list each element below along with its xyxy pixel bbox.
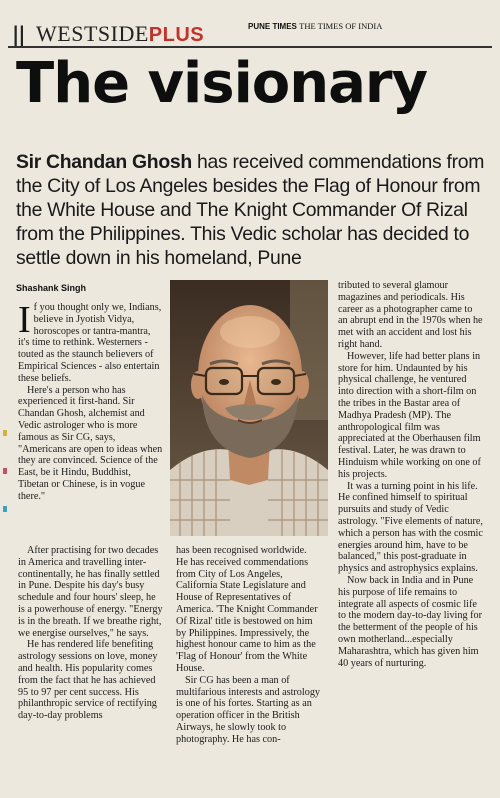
paragraph-3: After practising for two decades in America and travelling inter-continentally, he has finally settled in Pune. Despite his day's busy schedule and four hours' sleep, he is a powerhouse of energy. "Energy is in the breath. If we breathe right, we energise ourselves," he says. bbox=[18, 545, 163, 639]
article-column-3 bbox=[338, 280, 484, 669]
masthead bbox=[10, 20, 490, 44]
byline: Shashank Singh bbox=[16, 283, 87, 293]
masthead-bars-icon: || bbox=[12, 22, 25, 46]
portrait-photo bbox=[170, 280, 328, 536]
section-name bbox=[36, 21, 204, 47]
paragraph-5: has been recognised worldwide. He has received commendations from City of Los Angeles, California State Legislature and House of Representatives of America. 'The Knight Commander Of Rizal' title is bestowed on him by Philippines. Impressively, the highest honour came to him as the 'Flag of Honour' from the White House. bbox=[176, 545, 318, 674]
portrait-illustration bbox=[170, 280, 328, 536]
paragraph-2: Here's a person who has experienced it first-hand. Sir Chandan Ghosh, alchemist and Vedic astrologer who is more famous as Sir CG, says, "Americans are open to ideas when they are convinced. Science of the East, be it Hindu, Buddhist, Tibetan or Chinese, is in vogue there." bbox=[18, 384, 163, 502]
paragraph-1 bbox=[18, 299, 164, 385]
paragraph-6: Sir CG has been a man of multifarious interests and astrology is one of his fortes. Starting as an operation officer in the British Airways, he slowly took to photography. He has con- bbox=[176, 674, 321, 745]
margin-mark bbox=[3, 468, 7, 474]
edition-name: PUNE TIMES bbox=[248, 22, 297, 31]
paragraph-1-text: f you thought only we, Indians, believe in Jyotish Vidya, horoscopes or tantra-mantra, it's time to rethink. Westerners - touted as the staunch believers of Empirical Sciences - also entertain these beliefs. bbox=[18, 302, 162, 384]
paper-name: THE TIMES OF INDIA bbox=[299, 21, 383, 31]
deck bbox=[16, 150, 486, 270]
section-plus: PLUS bbox=[148, 24, 205, 46]
edition-label bbox=[248, 21, 382, 31]
article-column-2 bbox=[176, 545, 320, 746]
paragraph-10: Now back in India and in Pune his purpose of life remains to integrate all aspects of cosmic life to the modern day-to-day living for the betterment of the people of his own motherland...especially Maharashtra, which has given him 40 years of nurturing. bbox=[338, 574, 483, 669]
paragraph-8: However, life had better plans in store for him. Undaunted by his physical challenge, he ventured into direction with a short-film on the tribes in the Bastar area of Madhya Pradesh (MP). The anthropological film was appreciated at the Oberhausen film festival. Later, he was drawn to Hinduism while working on one of his projects. bbox=[338, 350, 481, 480]
article-column-1-continued bbox=[18, 545, 164, 722]
paragraph-7: tributed to several glamour magazines and periodicals. His career as a photographer came to an abrupt end in the 1970s when he met with an accident and lost his right hand. bbox=[338, 280, 483, 350]
section-title: WESTSIDE bbox=[36, 21, 149, 46]
margin-mark bbox=[3, 506, 7, 512]
article-column-1 bbox=[18, 299, 164, 503]
deck-name: Sir Chandan Ghosh bbox=[16, 151, 192, 173]
headline: The visionary bbox=[16, 51, 428, 116]
paragraph-4: He has rendered life benefiting astrology sessions on love, money and health. His popularity comes from the fact that he has achieved 95 to 97 per cent success. His philanthropic service of rectifying day-to-day problems bbox=[18, 639, 158, 722]
margin-mark bbox=[3, 430, 7, 436]
paragraph-9: It was a turning point in his life. He confined himself to spiritual pursuits and study of Vedic astrology. "Five elements of nature, which a person has with the cosmic energies around him, have to be balanced," this post-graduate in physics and astrophysics explains. bbox=[338, 480, 483, 575]
drop-cap: I bbox=[18, 299, 31, 341]
deck-text: has received commendations from the City of Los Angeles besides the Flag of Honour from the White House and The Knight Commander Of Rizal from the Philippines. This Vedic scholar has decided to settle down in his homeland, Pune bbox=[16, 151, 485, 269]
